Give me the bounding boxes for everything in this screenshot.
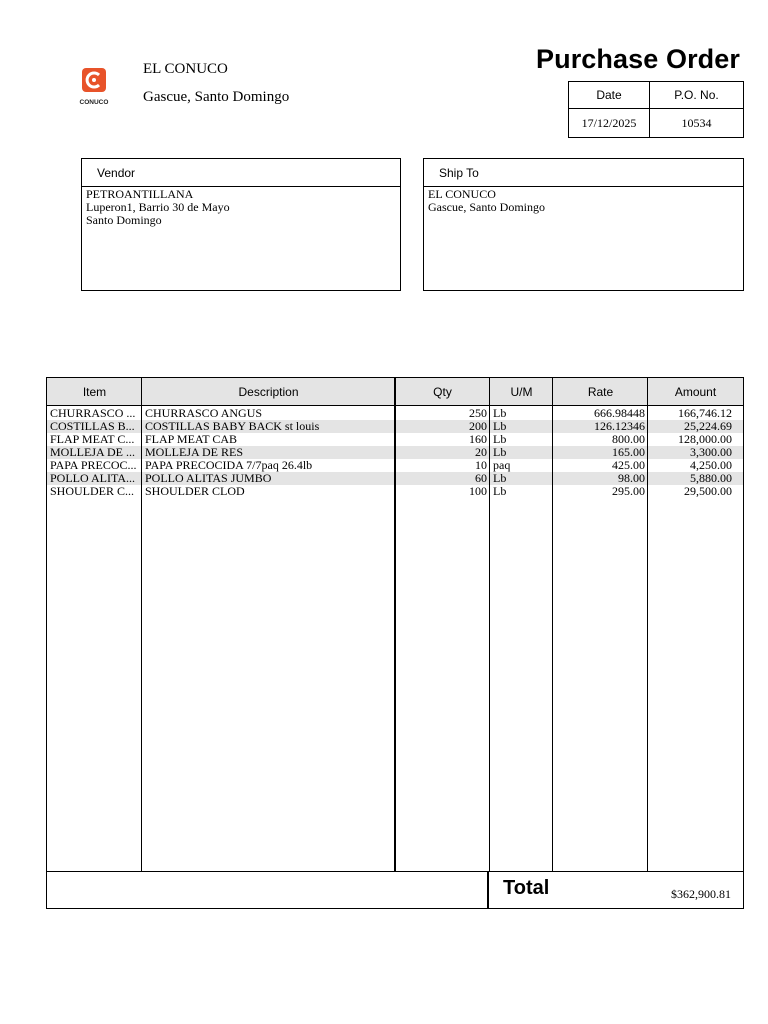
date-po-box [568,81,744,138]
company-logo [79,67,109,107]
item-cell: SHOULDER C... [50,485,135,498]
header-item: Item [47,378,142,406]
amount-cell: 166,746.12 [678,407,732,420]
description-cell: SHOULDER CLOD [145,485,245,498]
amount-cell: 3,300.00 [690,446,732,459]
total-value: $362,900.81 [671,887,731,901]
total-label: Total [503,877,550,899]
qty-cell: 160 [469,433,487,446]
qty-cell: 10 [475,459,487,472]
rate-cell: 126.12346 [594,420,645,433]
vendor-box [81,158,401,291]
header-um: U/M [490,378,553,406]
ship-to-line: EL CONUCO [428,187,496,201]
footer-column-divider [487,871,489,909]
po-number: 10534 [681,115,712,130]
header-rate: Rate [553,378,648,406]
company-address: Gascue, Santo Domingo [143,89,290,105]
um-cell: Lb [493,407,507,420]
header-description: Description [142,378,395,406]
item-cell: PAPA PRECOC... [50,459,137,472]
footer-divider [47,871,743,872]
um-cell: Lb [493,433,507,446]
document-title: Purchase Order [536,44,740,74]
qty-cell: 250 [469,407,487,420]
vendor-line: Luperon1, Barrio 30 de Mayo [86,200,230,214]
um-cell: Lb [493,485,507,498]
ship-to-address [424,187,743,214]
column-divider [141,378,142,871]
rate-cell: 666.98448 [594,407,645,420]
column-divider [489,378,490,871]
description-cell: PAPA PRECOCIDA 7/7paq 26.4lb [145,459,313,472]
item-cell: POLLO ALITA... [50,472,136,485]
description-cell: CHURRASCO ANGUS [145,407,263,420]
amount-cell: 29,500.00 [684,485,732,498]
ship-to-box [423,158,744,291]
amount-cell: 25,224.69 [684,420,732,433]
item-cell: FLAP MEAT C... [50,433,135,446]
rate-cell: 98.00 [618,472,645,485]
description-cell: FLAP MEAT CAB [145,433,238,446]
qty-cell: 20 [475,446,487,459]
item-cell: CHURRASCO ... [50,407,136,420]
rate-cell: 165.00 [612,446,645,459]
description-cell: MOLLEJA DE RES [145,446,244,459]
vendor-label: Vendor [82,159,400,187]
vendor-line: Santo Domingo [86,213,162,227]
rate-cell: 295.00 [612,485,645,498]
qty-cell: 200 [469,420,487,433]
amount-cell: 5,880.00 [690,472,732,485]
um-cell: Lb [493,446,507,459]
logo-text: CONUCO [79,99,109,106]
amount-cell: 128,000.00 [678,433,732,446]
rate-cell: 425.00 [612,459,645,472]
items-table [46,377,744,909]
vendor-address [82,187,400,227]
ship-to-label: Ship To [424,159,743,187]
header-qty: Qty [395,378,490,406]
description-cell: POLLO ALITAS JUMBO [145,472,272,485]
po-label: P.O. No. [650,82,743,109]
item-cell: COSTILLAS B... [50,420,135,433]
um-cell: paq [493,459,511,472]
column-divider [647,378,648,871]
qty-cell: 60 [475,472,487,485]
column-divider [552,378,553,871]
column-divider [394,378,396,871]
conuco-logo-icon [79,67,109,107]
um-cell: Lb [493,420,507,433]
amount-cell: 4,250.00 [690,459,732,472]
date-label: Date [569,82,650,109]
date-value: 17/12/2025 [569,109,650,137]
qty-cell: 100 [469,485,487,498]
company-name: EL CONUCO [143,61,228,77]
vendor-line: PETROANTILLANA [86,187,194,201]
header-amount: Amount [648,378,743,406]
item-cell: MOLLEJA DE ... [50,446,135,459]
um-cell: Lb [493,472,507,485]
rate-cell: 800.00 [612,433,645,446]
description-cell: COSTILLAS BABY BACK st louis [145,420,320,433]
ship-to-line: Gascue, Santo Domingo [428,200,545,214]
